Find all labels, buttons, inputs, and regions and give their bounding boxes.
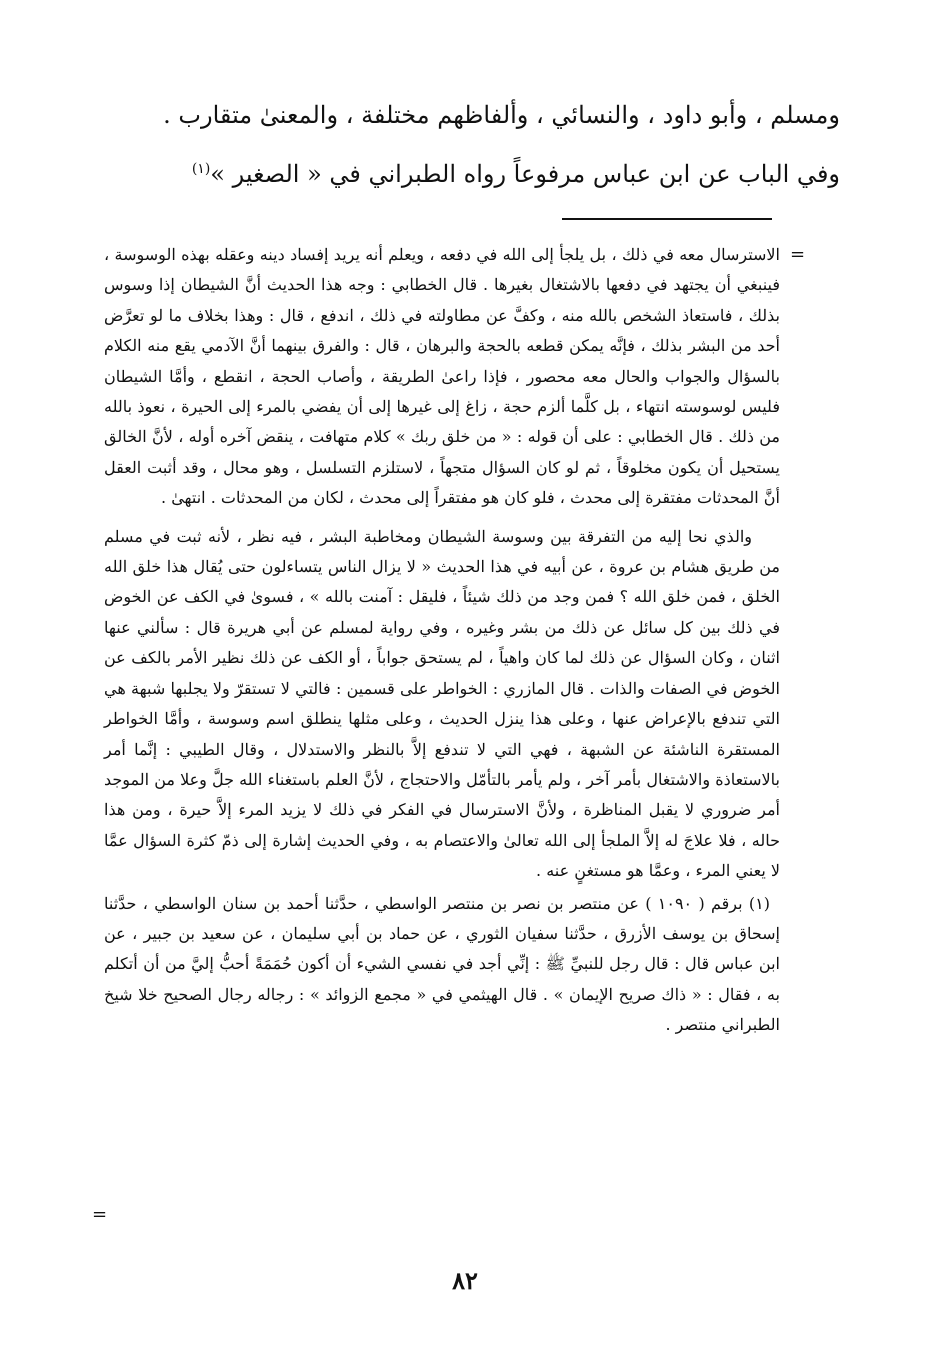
footnotes-section bbox=[104, 240, 780, 1041]
footnote-1: (١) برقم ( ١٠٩٠ ) عن منتصر بن نصر بن منتصر الواسطي ، حدَّثنا أحمد بن سنان الواسطي ، حدَّثنا إسحاق بن يوسف الأزرق ، حدَّثنا سفيان الثوري ، عن حماد بن أبي سليمان ، عن سعيد بن جبير ، عن ابن عباس قال : قال رجل للنبيِّ ﷺ : إنِّي أجد في نفسي الشيء أن أكون حُمَمَةً أحبُّ إليَّ من أن أتكلم به ، فقال : « ذاك صريح الإيمان » . قال الهيثمي في « مجمع الزوائد » : رجاله رجال الصحيح خلا شيخ الطبراني منتصر . bbox=[104, 893, 780, 1035]
main-text-line-1: ومسلم ، وأبو داود ، والنسائي ، وألفاظهم مختلفة ، والمعنىٰ متقارب . bbox=[163, 101, 840, 129]
footnote-separator-rule bbox=[562, 218, 772, 220]
main-text bbox=[90, 88, 840, 201]
commentary-paragraph-2: والذي نحا إليه من التفرقة بين وسوسة الشيطان ومخاطبة البشر ، فيه نظر ، لأنه ثبت في مسلم من طريق هشام بن عروة ، عن أبيه في هذا الحديث « لا يزال الناس يتساءلون حتى يُقال هذا خلق الله الخلق ، فمن خلق الله ؟ فمن وجد من ذلك شيئاً ، فليقل : آمنت بالله » ، فسوىٰ في الكف عن الخوض في ذلك بين كل سائل عن ذلك من بشر وغيره ، وفي رواية لمسلم عن أبي هريرة قال : سألني عنها اثنان ، وكان السؤال عن ذلك لما كان واهياً ، لم يستحق جواباً ، أو الكف عن ذلك نظير الأمر بالكف عن الخوض في الصفات والذات . قال المازري : الخواطر على قسمين : فالتي لا تستقرّ ولا يجلبها شبهة هي التي تندفع بالإعراض عنها ، وعلى هذا ينزل الحديث ، وعلى مثلها ينطلق اسم وسوسة ، وأمَّا الخواطر المستقرة الناشئة عن الشبهة ، فهي التي لا تندفع إلاَّ بالنظر والاستدلال ، وقال الطيبي : إنَّما أمر بالاستعاذة والاشتغال بأمر آخر ، ولم يأمر بالتأمّل والاحتجاج ، لأنَّ العلم باستغناء الله جلَّ وعلا من الموجد أمر ضروري لا يقبل المناظرة ، ولأنَّ الاسترسال في الفكر في ذلك لا يزيد المرء إلاَّ حيرة ، ومن هذا حاله ، فلا علاجَ له إلاَّ الملجأ إلى الله تعالىٰ والاعتصام به ، وفي الحديث إشارة إلى ذمّ كثرة السؤال عمَّا لا يعني المرء ، وعمَّا هو مستغنٍ عنه . bbox=[104, 526, 781, 881]
footnote-end-mark: = bbox=[92, 1204, 108, 1225]
main-text-line-2 bbox=[90, 142, 840, 201]
main-text-line-2-text: وفي الباب عن ابن عباس مرفوعاً رواه الطبراني في « الصغير » bbox=[210, 160, 840, 188]
page-number: ٨٢ bbox=[452, 1266, 478, 1295]
footnote-reference: (١) bbox=[191, 161, 211, 177]
commentary-paragraph-1: الاسترسال معه في ذلك ، بل يلجأ إلى الله في دفعه ، ويعلم أنه يريد إفساد دينه وعقله بهذه الوسوسة ، فينبغي أن يجتهد في دفعها بالاشتغال بغيرها . قال الخطابي : وجه هذا الحديث أنَّ الشيطان إذا وسوس بذلك ، فاستعاذ الشخص بالله منه ، وكفَّ عن مطاولته في ذلك ، اندفع ، قال : وهذا بخلاف ما لو تعرَّض أحد من البشر بذلك ، فإنَّه يمكن قطعه بالحجة والبرهان ، قال : والفرق بينهما أنَّ الآدمي يقع منه الكلام بالسؤال والجواب والحال معه محصور ، فإذا راعىٰ الطريقة ، وأصاب الحجة ، انقطع ، وأمَّا الشيطان فليس لوسوسته انتهاء ، بل كلَّما ألزم حجة ، زاغ إلى غيرها إلى أن يفضي بالمرء إلى الحيرة ، نعوذ بالله من ذلك . قال الخطابي : على أن قوله : « من خلق ربك » كلام متهافت ، ينقض آخره أوله ، لأنَّ الخالق يستحيل أن يكون مخلوقاً ، ثم لو كان السؤال متجهاً ، لاستلزم التسلسل ، وهو محال ، وقد أثبت العقل أنَّ المحدثات مفتقرة إلى محدث ، فلو كان هو مفتقراً إلى محدث ، لكان من المحدثات . انتهىٰ . bbox=[104, 245, 780, 508]
continuation-mark: = bbox=[790, 244, 806, 265]
